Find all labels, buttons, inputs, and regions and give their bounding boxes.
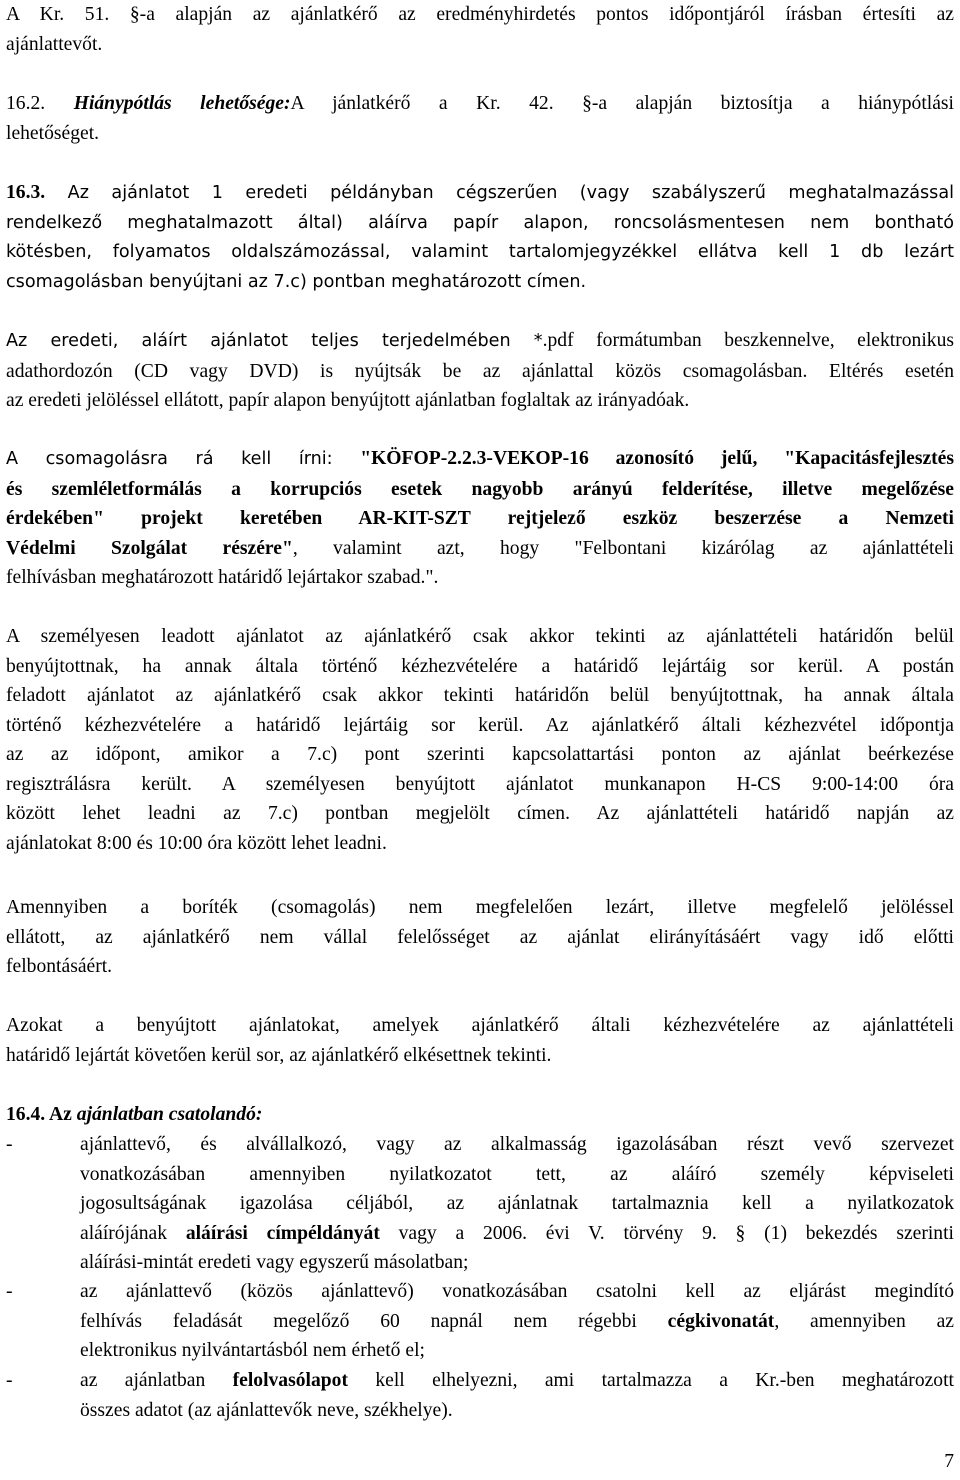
- paragraph-envelope-liability: [6, 893, 954, 982]
- text-line: Amennyiben a boríték (csomagolás) nem megfelelően lezárt, illetve megfelelő jelöléssel: [6, 897, 954, 918]
- text-segment: cégkivonatát: [667, 1310, 775, 1332]
- text-line: csomagolásban benyújtani az 7.c) pontban meghatározott címen.: [6, 271, 587, 292]
- list-item: [80, 1130, 954, 1278]
- section-text: A jánlatkérő a Kr. 42. §-a alapján biztosítja a hiánypótlási: [290, 93, 954, 114]
- text-line: felbontásáért.: [6, 956, 113, 977]
- text-segment: , amennyiben az: [774, 1310, 954, 1332]
- text-line: jogosultságának igazolása céljából, az ajánlatnak tartalmaznia kell a nyilatkozatok: [80, 1193, 954, 1214]
- text-line: és szemléletformálás a korrupciós esetek nagyobb arányú felderítése, illetve megelőzése: [6, 478, 954, 500]
- paragraph-electronic-copy: [6, 326, 954, 416]
- section-16-3: [6, 178, 954, 297]
- text-line: között lehet leadni az 7.c) pontban megjelölt címen. Az ajánlattételi határidő napján az: [6, 803, 954, 824]
- text-line: aláírási-mintát eredeti vagy egyszerű másolatban;: [80, 1252, 469, 1273]
- text-line: [6, 444, 954, 475]
- text-line: [80, 1307, 954, 1337]
- text-segment: adathordozón (CD vagy DVD) is nyújtsák be az ajánlattal közös csomagolásban.: [6, 360, 808, 382]
- section-number: 16.4.: [6, 1104, 46, 1125]
- text-line: az ajánlattevő (közös ajánlattevő) vonatkozásában csatolni kell az eljárást megindító: [80, 1281, 954, 1302]
- text-line: elektronikus nyilvántartásból nem érhető el;: [80, 1340, 425, 1361]
- text-segment: "KÖFOP-2.2.3-VEKOP-16 azonosító jelű, "Kapacitásfejlesztés: [360, 448, 954, 469]
- text-line: [6, 534, 954, 564]
- text-line: az az időpont, amikor a 7.c) pont szerinti kapcsolattartási ponton az ajánlat beérkezése: [6, 744, 954, 765]
- text-line: Azokat a benyújtott ajánlatokat, amelyek ajánlatkérő általi kézhezvételére az ajánlattételi: [6, 1015, 954, 1036]
- paragraph-packaging-label: [6, 444, 954, 593]
- text-line: ajánlatokat 8:00 és 10:00 óra között lehet leadni.: [6, 832, 387, 854]
- text-segment: A csomagolásra rá kell írni:: [6, 449, 361, 469]
- text-segment: Eltérés esetén: [807, 360, 955, 382]
- section-title: Az: [49, 1104, 77, 1125]
- text-line: [80, 1219, 954, 1249]
- text-segment: aláírójának: [80, 1222, 186, 1244]
- text-line: [6, 326, 954, 357]
- text-segment: , valamint azt, hogy "Felbontani kizárólag az ajánlattételi: [292, 537, 954, 559]
- text-line: történő kézhezvételére a határidő lejártáig sor kerül. Az ajánlatkérő általi kézhezvétel időpontja: [6, 714, 954, 736]
- list-item: [80, 1366, 954, 1425]
- text-line: benyújtottnak, ha annak általa történő kézhezvételére a határidő lejártáig sor kerül. A postán: [6, 655, 954, 677]
- text-line: érdekében" projekt keretében AR-KIT-SZT rejtjelező eszköz beszerzése a Nemzeti: [6, 508, 954, 529]
- text-line: vonatkozásában amennyiben nyilatkozatot tett, az aláíró személy képviseleti: [80, 1163, 954, 1185]
- text-line: összes adatot (az ajánlattevők neve, székhelye).: [80, 1399, 453, 1421]
- text-line: A személyesen leadott ajánlatot az ajánlatkérő csak akkor tekinti az ajánlattételi határidőn belül: [6, 626, 954, 647]
- paragraph-late-offers: [6, 1011, 954, 1070]
- text-line: [80, 1366, 954, 1396]
- text-line: rendelkező meghatalmazott által) aláírva papír alapon, roncsolásmentesen nem bontható: [6, 212, 954, 233]
- paragraph-submission-delivery: [6, 622, 954, 858]
- text-line: [6, 89, 954, 119]
- text-segment: az ajánlatban: [80, 1370, 233, 1391]
- text-line: lehetőséget.: [6, 122, 100, 144]
- text-line: regisztrálásra került. A személyesen benyújtott ajánlatot munkanapon H-CS 9:00-14:00 óra: [6, 773, 954, 795]
- list-dash: -: [6, 1370, 13, 1391]
- text-segment: vagy a 2006. évi V. törvény 9. § (1) bekezdés szerinti: [379, 1222, 954, 1244]
- text-line: ajánlattevő, és alvállalkozó, vagy az alkalmasság igazolásában részt vevő szervezet: [80, 1134, 954, 1155]
- section-16-4-heading: [6, 1100, 262, 1130]
- text-line: [6, 178, 954, 209]
- text-segment: aláírási címpéldányát: [185, 1222, 380, 1244]
- text-segment: felolvasólapot: [232, 1370, 348, 1391]
- text-line: ellátott, az ajánlatkérő nem vállal felelősséget az ajánlat elirányításáért vagy idő előtti: [6, 926, 954, 948]
- text-segment: Az eredeti, aláírt ajánlatot teljes terjedelmében *: [6, 331, 543, 351]
- section-number: 16.2.: [6, 93, 46, 114]
- text-line: A Kr. 51. §-a alapján az ajánlatkérő az eredményhirdetés pontos időpontjáról írásban értesíti az: [6, 4, 954, 25]
- page-number: 7: [944, 1451, 954, 1472]
- list-dash: -: [6, 1281, 13, 1302]
- section-number: 16.3.: [6, 182, 46, 203]
- section-title: Hiánypótlás lehetősége:: [73, 93, 291, 114]
- text-line: ajánlattevőt.: [6, 33, 103, 55]
- text-segment: Védelmi Szolgálat részére": [6, 537, 293, 559]
- text-line: határidő lejártát követően kerül sor, az ajánlatkérő elkésettnek tekinti.: [6, 1044, 552, 1066]
- text-line: az eredeti jelöléssel ellátott, papír alapon benyújtott ajánlatban foglaltak az irányadóak.: [6, 390, 690, 411]
- section-text: Az ajánlatot 1 eredeti példányban cégszerűen (vagy szabályszerű meghatalmazással: [67, 183, 954, 203]
- text-line: kötésben, folyamatos oldalszámozással, valamint tartalomjegyzékkel ellátva kell 1 db lezárt: [6, 242, 954, 262]
- text-line: feladott ajánlatot az ajánlatkérő csak akkor tekinti határidőn belül benyújtottnak, ha annak általa: [6, 685, 954, 706]
- text-segment: kell elhelyezni, ami tartalmazza a Kr.-ben meghatározott: [348, 1370, 954, 1391]
- text-line: felhívásban meghatározott határidő lejártakor szabad.".: [6, 567, 439, 588]
- list-dash: -: [6, 1134, 13, 1155]
- section-16-2: [6, 89, 954, 148]
- paragraph-result-notice: [6, 0, 954, 59]
- list-item: [80, 1277, 954, 1366]
- text-segment: felhívás feladását megelőző 60 napnál nem régebbi: [80, 1310, 668, 1332]
- section-title: ajánlatban csatolandó:: [76, 1104, 263, 1125]
- text-line: [6, 357, 954, 387]
- text-segment: .pdf formátumban beszkennelve, elektronikus: [542, 330, 955, 351]
